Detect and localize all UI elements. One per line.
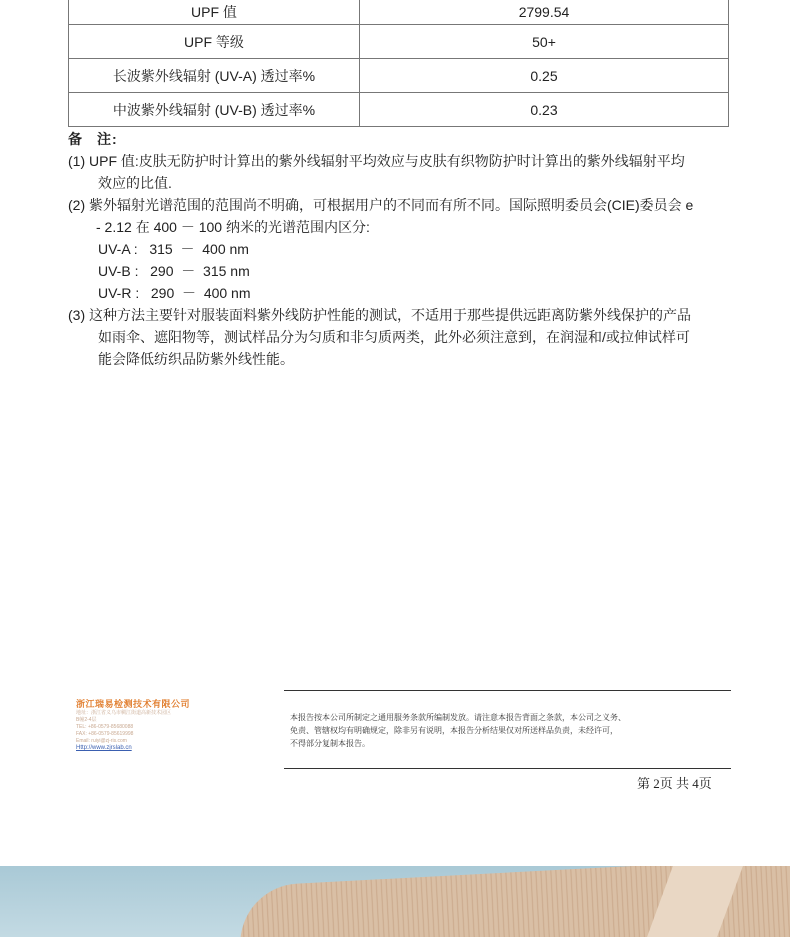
note-3-cont2: 能会降低纺织品防紫外线性能。 (98, 351, 294, 367)
table-row (69, 0, 729, 25)
row-value: 2799.54 (360, 0, 729, 25)
result-table-wrap (68, 0, 729, 127)
product-photo (0, 866, 790, 937)
note-1: (1) UPF 值:皮肤无防护时计算出的紫外线辐射平均效应与皮肤有织物防护时计算出的紫外线辐射平均 (68, 153, 685, 169)
footer-rule-top (284, 690, 731, 691)
table-row (69, 25, 729, 59)
company-email: Email: ruiyi@zj-ris.com (76, 738, 127, 744)
company-fax: FAX: +86-0579-85619998 (76, 731, 134, 737)
table-row (69, 59, 729, 93)
notes-heading: 备 注: (68, 131, 118, 147)
row-value: 0.23 (360, 93, 729, 127)
footer-rule-bottom (284, 768, 731, 769)
result-table (68, 0, 729, 127)
company-name: 浙江瑞易检测技术有限公司 (76, 699, 191, 709)
uv-b-range: UV-B : 290 － 315 nm (98, 263, 250, 279)
note-1-cont: 效应的比值. (98, 175, 172, 191)
table-row (69, 93, 729, 127)
row-label: 长波紫外线辐射 (UV-A) 透过率% (69, 59, 360, 93)
row-value: 50+ (360, 25, 729, 59)
row-label: UPF 等级 (69, 25, 360, 59)
company-tel: TEL: +86-0579-85680088 (76, 724, 134, 730)
company-block (76, 697, 216, 751)
row-label: UPF 值 (69, 0, 360, 25)
uv-r-range: UV-R : 290 － 400 nm (98, 285, 251, 301)
notes-section (68, 128, 733, 370)
company-address-2: B幢2-4层 (76, 717, 97, 723)
row-value: 0.25 (360, 59, 729, 93)
uv-a-range: UV-A : 315 － 400 nm (98, 241, 249, 257)
note-2-cont: - 2.12 在 400 － 100 纳米的光谱范围内区分: (96, 219, 370, 235)
company-address: 地址：浙江省义乌市稠江街道高新技术园区 (76, 710, 172, 716)
row-label: 中波紫外线辐射 (UV-B) 透过率% (69, 93, 360, 127)
disclaimer-text: 本报告按本公司所制定之通用服务条款所编制发放。请注意本报告背面之条款，本公司之义务、 免责、管辖权均有明确规定，除非另有说明，本报告分析结果仅对所送样品负责，未经许可， 不得部分复制本报告。 (290, 713, 626, 748)
note-3-cont: 如雨伞、遮阳物等，测试样品分为匀质和非匀质两类，此外必须注意到，在润湿和/或拉伸试样可 (98, 329, 690, 345)
note-3: (3) 这种方法主要针对服装面料紫外线防护性能的测试，不适用于那些提供远距离防紫外线保护的产品 (68, 307, 691, 323)
note-2: (2) 紫外辐射光谱范围的范围尚不明确，可根据用户的不同而有所不同。国际照明委员会(CIE)委员会 e (68, 197, 694, 213)
page-number: 第 2页 共 4页 (637, 776, 712, 791)
company-website-link[interactable]: Http://www.zjrslab.cn (76, 745, 132, 751)
